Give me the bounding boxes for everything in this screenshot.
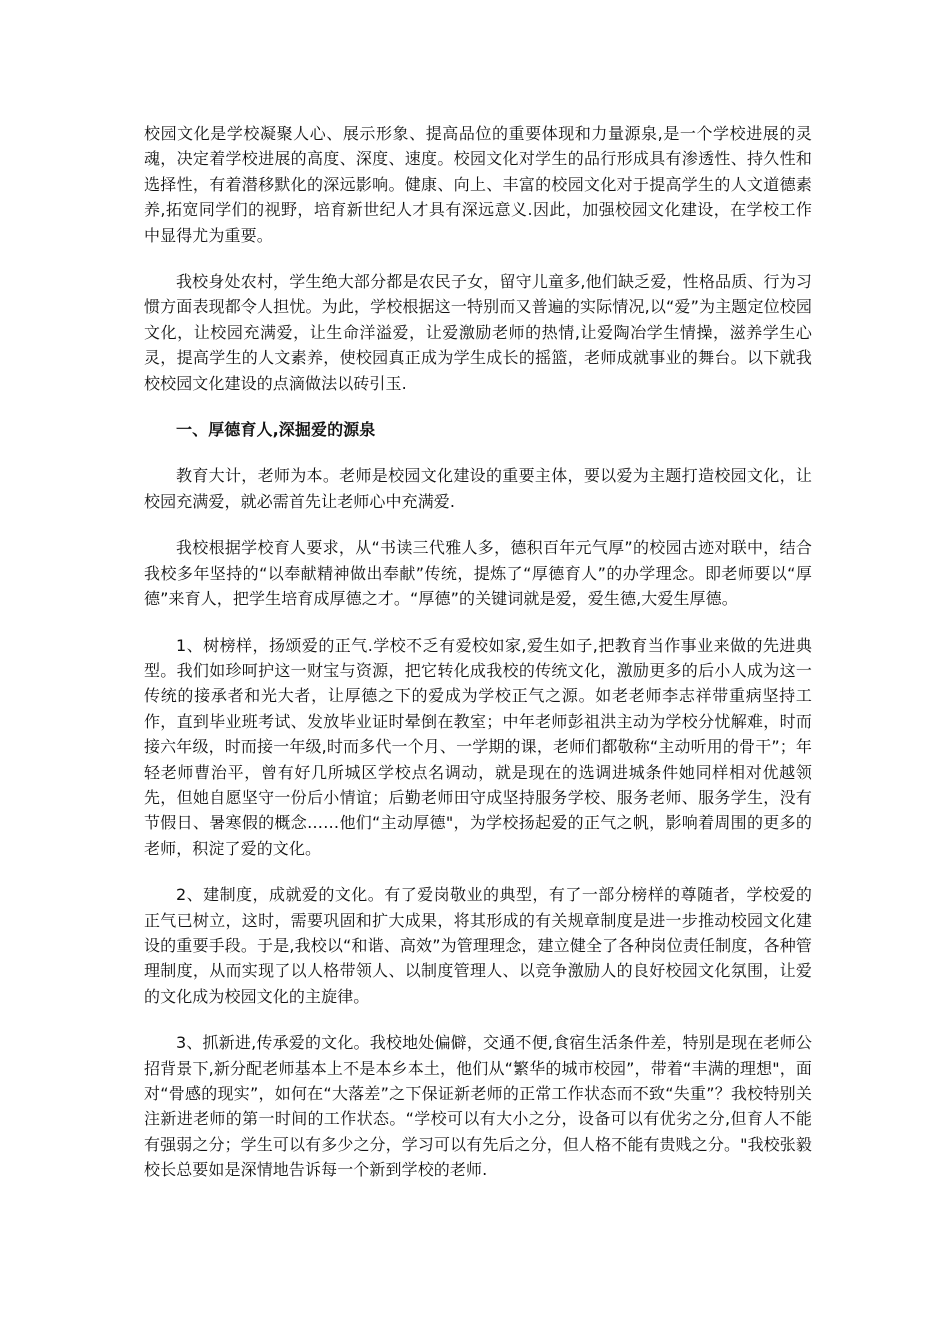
- section-heading: 一、厚德育人,深掘爱的源泉: [176, 420, 376, 440]
- document-page: [144, 121, 812, 1204]
- philosophy-paragraph: 我校根据学校育人要求，从“书读三代雅人多，德积百年元气厚”的校园古迹对联中，结合我校多年坚持的“以奉献精神做出奉献”传统，提炼了“厚德育人”的办学理念。即老师要以“厚德”来育人，把学生培育成厚德之才。“厚德”的关键词就是爱，爱生德,大爱生厚德。: [144, 538, 812, 609]
- system-paragraph: 2、建制度，成就爱的文化。有了爱岗敬业的典型，有了一部分榜样的尊随者，学校爱的正气已树立，这时，需要巩固和扩大成果，将其形成的有关规章制度是进一步推动校园文化建设的重要手段。于是,我校以“和谐、高效”为管理理念，建立健全了各种岗位责任制度，各种管理制度，从而实现了以人格带领人、以制度管理人、以竞争激励人的良好校园文化氛围，让爱的文化成为校园文化的主旋律。: [144, 885, 812, 1006]
- role-model-paragraph: 1、树榜样，扬颂爱的正气.学校不乏有爱校如家,爱生如子,把教育当作事业来做的先进典型。我们如珍呵护这一财宝与资源，把它转化成我校的传统文化，激励更多的后小人成为这一传统的接承者和光大者，让厚德之下的爱成为学校正气之源。如老老师李志祥带重病坚持工作，直到毕业班考试、发放毕业证时晕倒在教室；中年老师彭祖洪主动为学校分忧解难，时而接六年级，时而接一年级,时而多代一个月、一学期的课，老师们都敬称“主动听用的骨干”；年轻老师曹治平，曾有好几所城区学校点名调动，就是现在的选调进城条件她同样相对优越领先，但她自愿坚守一份后小情谊；后勤老师田守成坚持服务学校、服务老师、服务学生，没有节假日、暑寒假的概念……他们“主动厚德"，为学校扬起爱的正气之帆，影响着周围的更多的老师，积淀了爱的文化。: [144, 635, 812, 858]
- new-teachers-paragraph: 3、抓新进,传承爱的文化。我校地处偏僻，交通不便,食宿生活条件差，特别是现在老师公招背景下,新分配老师基本上不是本乡本土，他们从“繁华的城市校园”，带着“丰满的理想"，面对“骨感的现实”，如何在“大落差”之下保证新老师的正常工作状态而不致“失重”？我校特别关注新进老师的第一时间的工作状态。“学校可以有大小之分，设备可以有优劣之分,但育人不能有强弱之分；学生可以有多少之分，学习可以有先后之分，但人格不能有贵贱之分。"我校张毅校长总要如是深情地告诉每一个新到学校的老师.: [144, 1033, 812, 1180]
- teachers-paragraph: 教育大计，老师为本。老师是校园文化建设的重要主体，要以爱为主题打造校园文化，让校园充满爱，就必需首先让老师心中充满爱.: [144, 466, 812, 511]
- context-paragraph: 我校身处农村，学生绝大部分都是农民子女，留守儿童多,他们缺乏爱，性格品质、行为习惯方面表现都令人担忧。为此，学校根据这一特别而又普遍的实际情况,以“爱”为主题定位校园文化，让校园充满爱，让生命洋溢爱，让爱激励老师的热情,让爱陶冶学生情操，滋养学生心灵，提高学生的人文素养，使校园真正成为学生成长的摇篮，老师成就事业的舞台。以下就我校校园文化建设的点滴做法以砖引玉.: [144, 272, 812, 393]
- intro-paragraph: 校园文化是学校凝聚人心、展示形象、提高品位的重要体现和力量源泉,是一个学校进展的灵魂，决定着学校进展的高度、深度、速度。校园文化对学生的品行形成具有渗透性、持久性和选择性，有着潜移默化的深远影响。健康、向上、丰富的校园文化对于提高学生的人文道德素养,拓宽同学们的视野，培育新世纪人才具有深远意义.因此，加强校园文化建设，在学校工作中显得尤为重要。: [144, 124, 812, 245]
